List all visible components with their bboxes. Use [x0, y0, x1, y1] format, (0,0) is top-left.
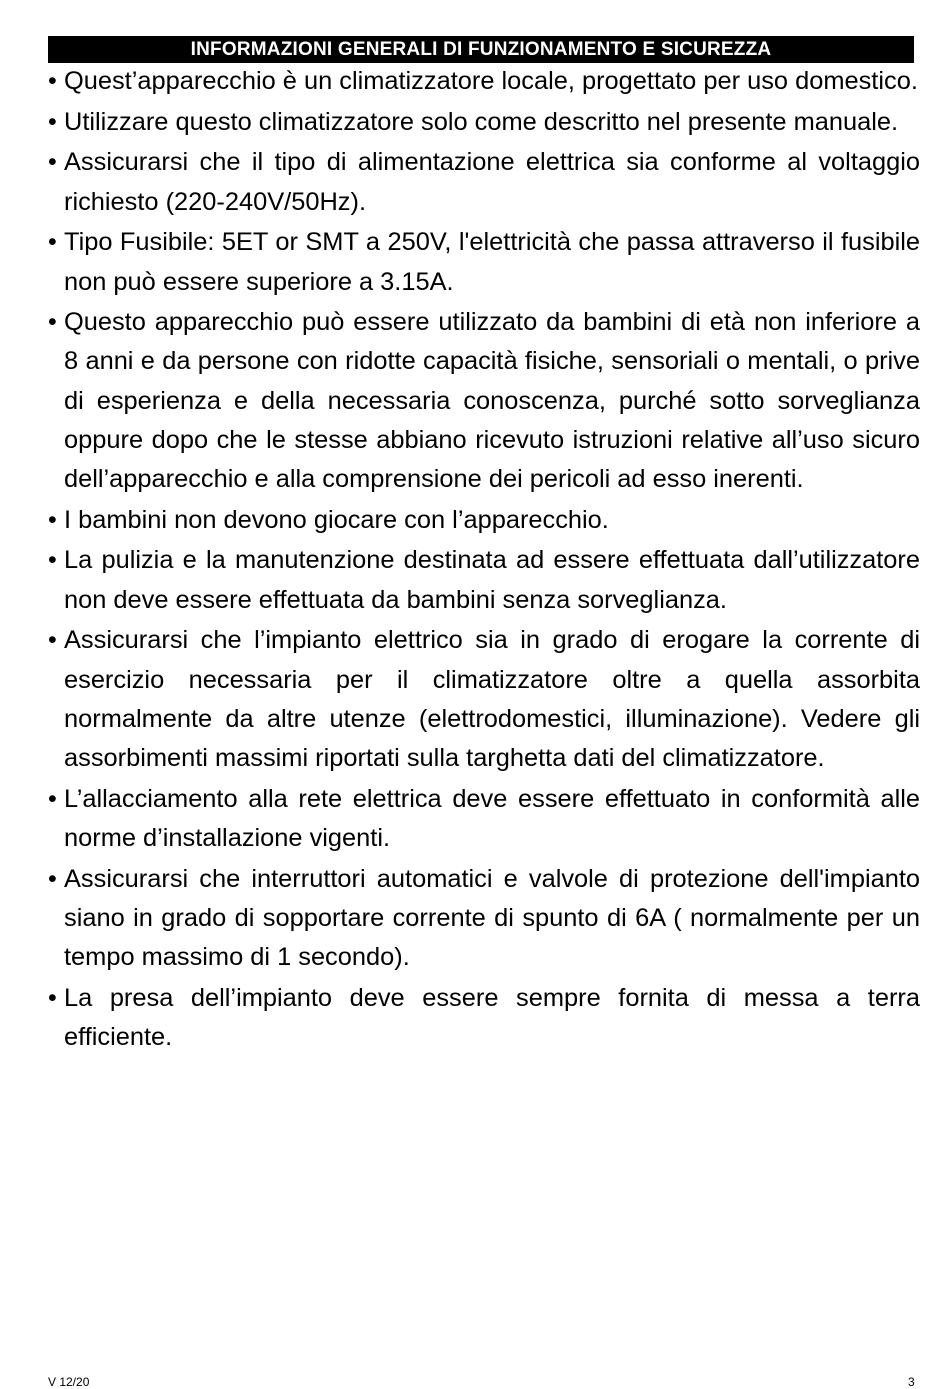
- bullet-icon: •: [48, 228, 57, 257]
- bullet-icon: •: [48, 864, 57, 893]
- list-item-text: Assicurarsi che il tipo di alimentazione elettrica sia conforme al voltaggio richiesto (220-240V/50Hz).: [64, 148, 920, 216]
- list-item: [48, 979, 920, 1057]
- list-item: [48, 780, 920, 858]
- page-number: 3: [908, 1375, 915, 1389]
- list-item-text: L’allacciamento alla rete elettrica deve essere effettuato in conformità alle norme d’installazione vigenti.: [64, 784, 920, 852]
- list-item: [48, 501, 920, 540]
- list-item-text: Quest’apparecchio è un climatizzatore locale, progettato per uso domestico.: [64, 67, 918, 95]
- bullet-icon: •: [48, 505, 57, 534]
- list-item-text: La pulizia e la manutenzione destinata ad essere effettuata dall’utilizzatore non deve essere effettuata da bambini senza sorveglianza.: [64, 546, 920, 614]
- bullet-icon: •: [48, 784, 57, 813]
- list-item-text: Questo apparecchio può essere utilizzato da bambini di età non inferiore a 8 anni e da persone con ridotte capacità fisiche, sensoriali o mentali, o prive di esperienza e della necessaria conoscenza, purché sotto sorveglianza oppure dopo che le stesse abbiano ricevuto istruzioni relative all’uso sicuro dell’apparecchio e alla comprensione dei pericoli ad esso inerenti.: [64, 308, 920, 494]
- list-item: [48, 541, 920, 619]
- bullet-icon: •: [48, 626, 57, 655]
- document-version: V 12/20: [48, 1375, 90, 1389]
- list-item-text: Assicurarsi che l’impianto elettrico sia in grado di erogare la corrente di esercizio necessaria per il climatizzatore oltre a quella assorbita normalmente da altre utenze (elettrodomestici, illuminazione). Vedere gli assorbimenti massimi riportati sulla targhetta dati del climatizzatore.: [64, 626, 920, 772]
- safety-info-list: [48, 62, 920, 1057]
- list-item: [48, 223, 920, 301]
- list-item-text: La presa dell’impianto deve essere sempre fornita di messa a terra efficiente.: [64, 983, 920, 1051]
- bullet-icon: •: [48, 308, 57, 337]
- list-item: [48, 143, 920, 221]
- bullet-icon: •: [48, 107, 57, 136]
- bullet-icon: •: [48, 546, 57, 575]
- bullet-icon: •: [48, 148, 57, 177]
- list-item: [48, 62, 920, 101]
- list-item-text: Utilizzare questo climatizzatore solo come descritto nel presente manuale.: [64, 107, 899, 136]
- page-title: INFORMAZIONI GENERALI DI FUNZIONAMENTO E SICUREZZA: [48, 36, 914, 63]
- bullet-icon: •: [48, 67, 57, 95]
- list-item: [48, 621, 920, 778]
- list-item: [48, 860, 920, 978]
- bullet-icon: •: [48, 983, 57, 1012]
- list-item-text: Assicurarsi che interruttori automatici e valvole di protezione dell'impianto siano in grado di sopportare corrente di spunto di 6A ( normalmente per un tempo massimo di 1 secondo).: [64, 864, 920, 971]
- list-item: [48, 303, 920, 499]
- list-item-text: I bambini non devono giocare con l’apparecchio.: [64, 505, 609, 534]
- list-item-text: Tipo Fusibile: 5ET or SMT a 250V, l'elettricità che passa attraverso il fusibile non può essere superiore a 3.15A.: [64, 228, 920, 296]
- list-item: [48, 103, 920, 142]
